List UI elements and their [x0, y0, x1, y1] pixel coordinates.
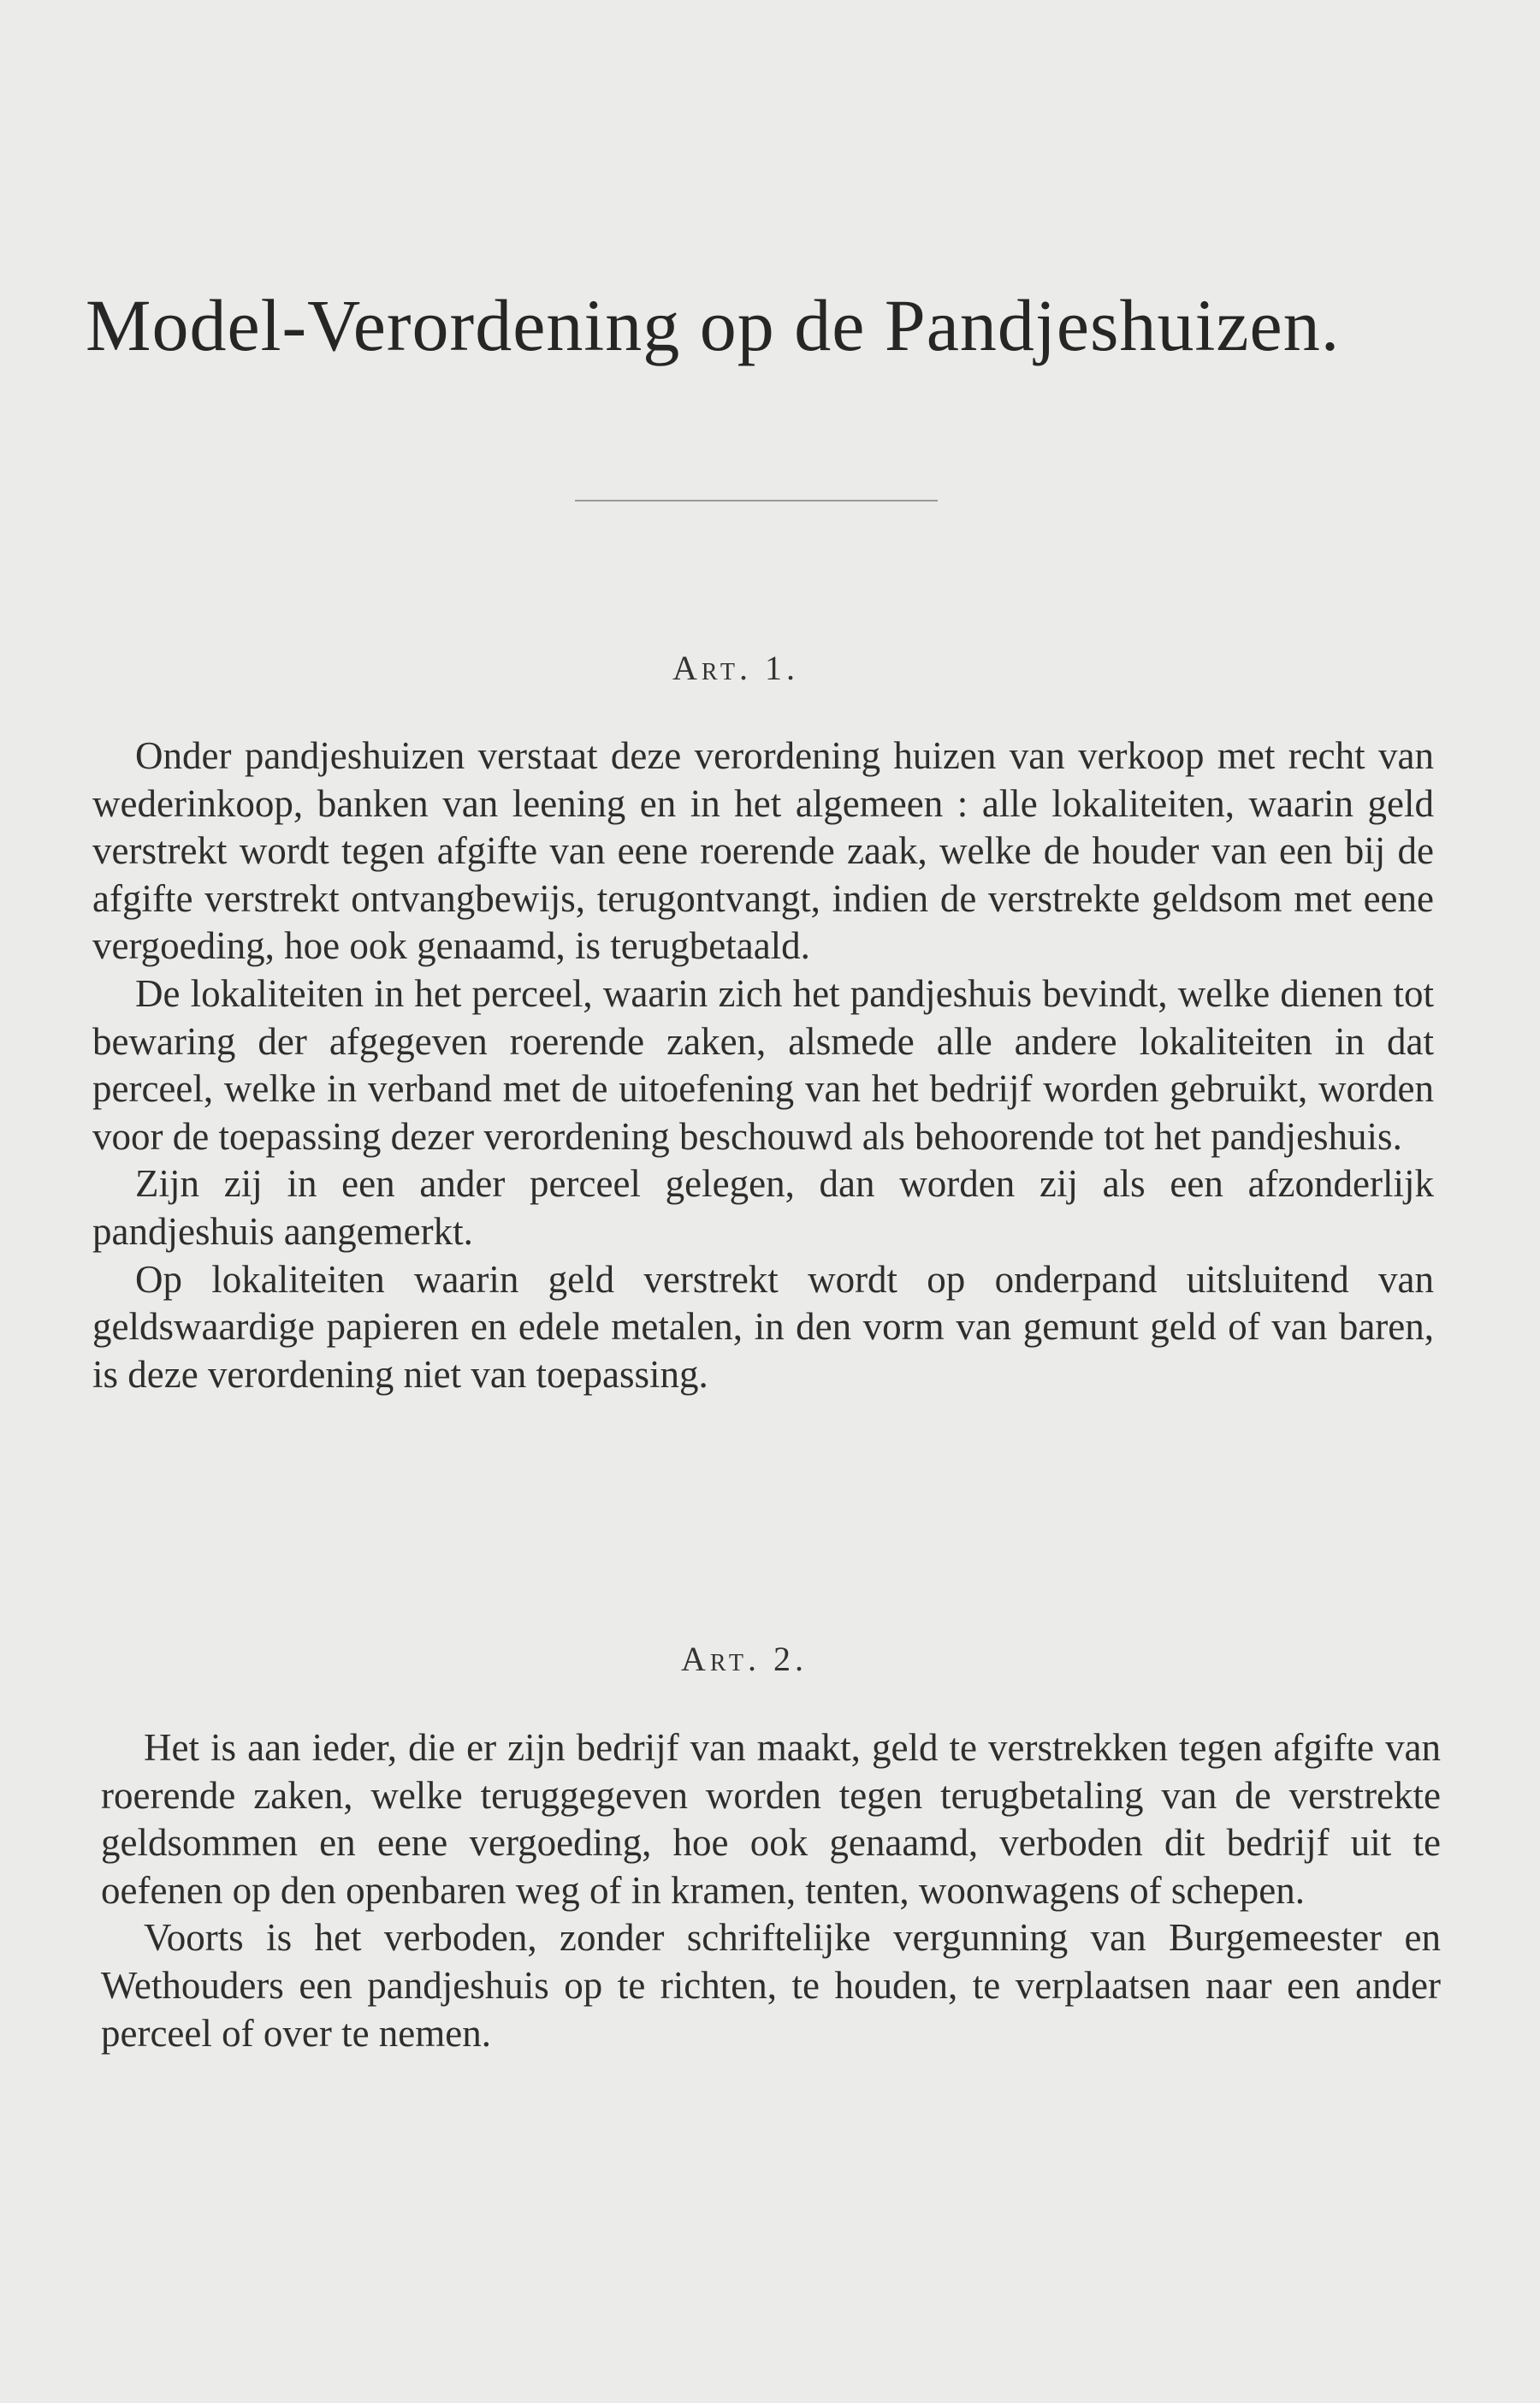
title-divider	[575, 500, 938, 501]
article-2-heading	[0, 1639, 1514, 1679]
article-2-heading-prefix: A	[681, 1640, 710, 1678]
article-2-paragraph-1: Het is aan ieder, die er zijn bedrijf van maakt, geld te verstrekken tegen afgifte van roerende zaken, welke teruggegeven worden tegen terugbetaling van de verstrekte geldsommen en eene vergoeding, hoe ook genaamd, verboden dit bedrijf uit te oefenen op den openbaren weg of in kramen, tenten, woonwagens of schepen.	[101, 1726, 1441, 1912]
article-1-paragraph-2: De lokaliteiten in het perceel, waarin zich het pandjeshuis bevindt, welke dienen tot bewaring der afgegeven roerende zaken, alsmede alle andere lokaliteiten in dat perceel, welke in verband met de uitoefening van het bedrijf worden gebruikt, worden voor de toepassing dezer verordening beschouwd als behoorende tot het pandjeshuis.	[92, 971, 1434, 1158]
article-1-body	[92, 733, 1434, 1398]
article-2-paragraph-2: Voorts is het verboden, zonder schriftelijke vergunning van Burgemeester en Wethouders een pandjeshuis op te richten, te houden, te verplaatsen naar een ander perceel of over te nemen.	[101, 1916, 1441, 2055]
article-2-heading-rest: rt. 2.	[709, 1640, 808, 1678]
document-title: Model-Verordening op de Pandjeshuizen.	[86, 284, 1341, 366]
article-1-heading	[0, 648, 1506, 688]
article-1-paragraph-4: Op lokaliteiten waarin geld verstrekt wordt op onderpand uitsluitend van geldswaardige papieren en edele metalen, in den vorm van gemunt geld of van baren, is deze verordening niet van toepassing.	[92, 1257, 1434, 1396]
article-2-body	[101, 1724, 1441, 2057]
article-1-heading-prefix: A	[672, 649, 702, 687]
article-1-paragraph-1: Onder pandjeshuizen verstaat deze verordening huizen van verkoop met recht van wederinkoop, banken van leening en in het algemeen : alle lokaliteiten, waarin geld verstrekt wordt tegen afgifte van eene roerende zaak, welke de houder van een bij de afgifte verstrekt ontvangbewijs, terugontvangt, indien de verstrekte geldsom met eene vergoeding, hoe ook genaamd, is terugbetaald.	[92, 734, 1434, 968]
article-1-heading-rest: rt. 1.	[701, 649, 799, 687]
article-1-paragraph-3: Zijn zij in een ander perceel gelegen, dan worden zij als een afzonderlijk pandjeshuis aangemerkt.	[92, 1162, 1434, 1253]
